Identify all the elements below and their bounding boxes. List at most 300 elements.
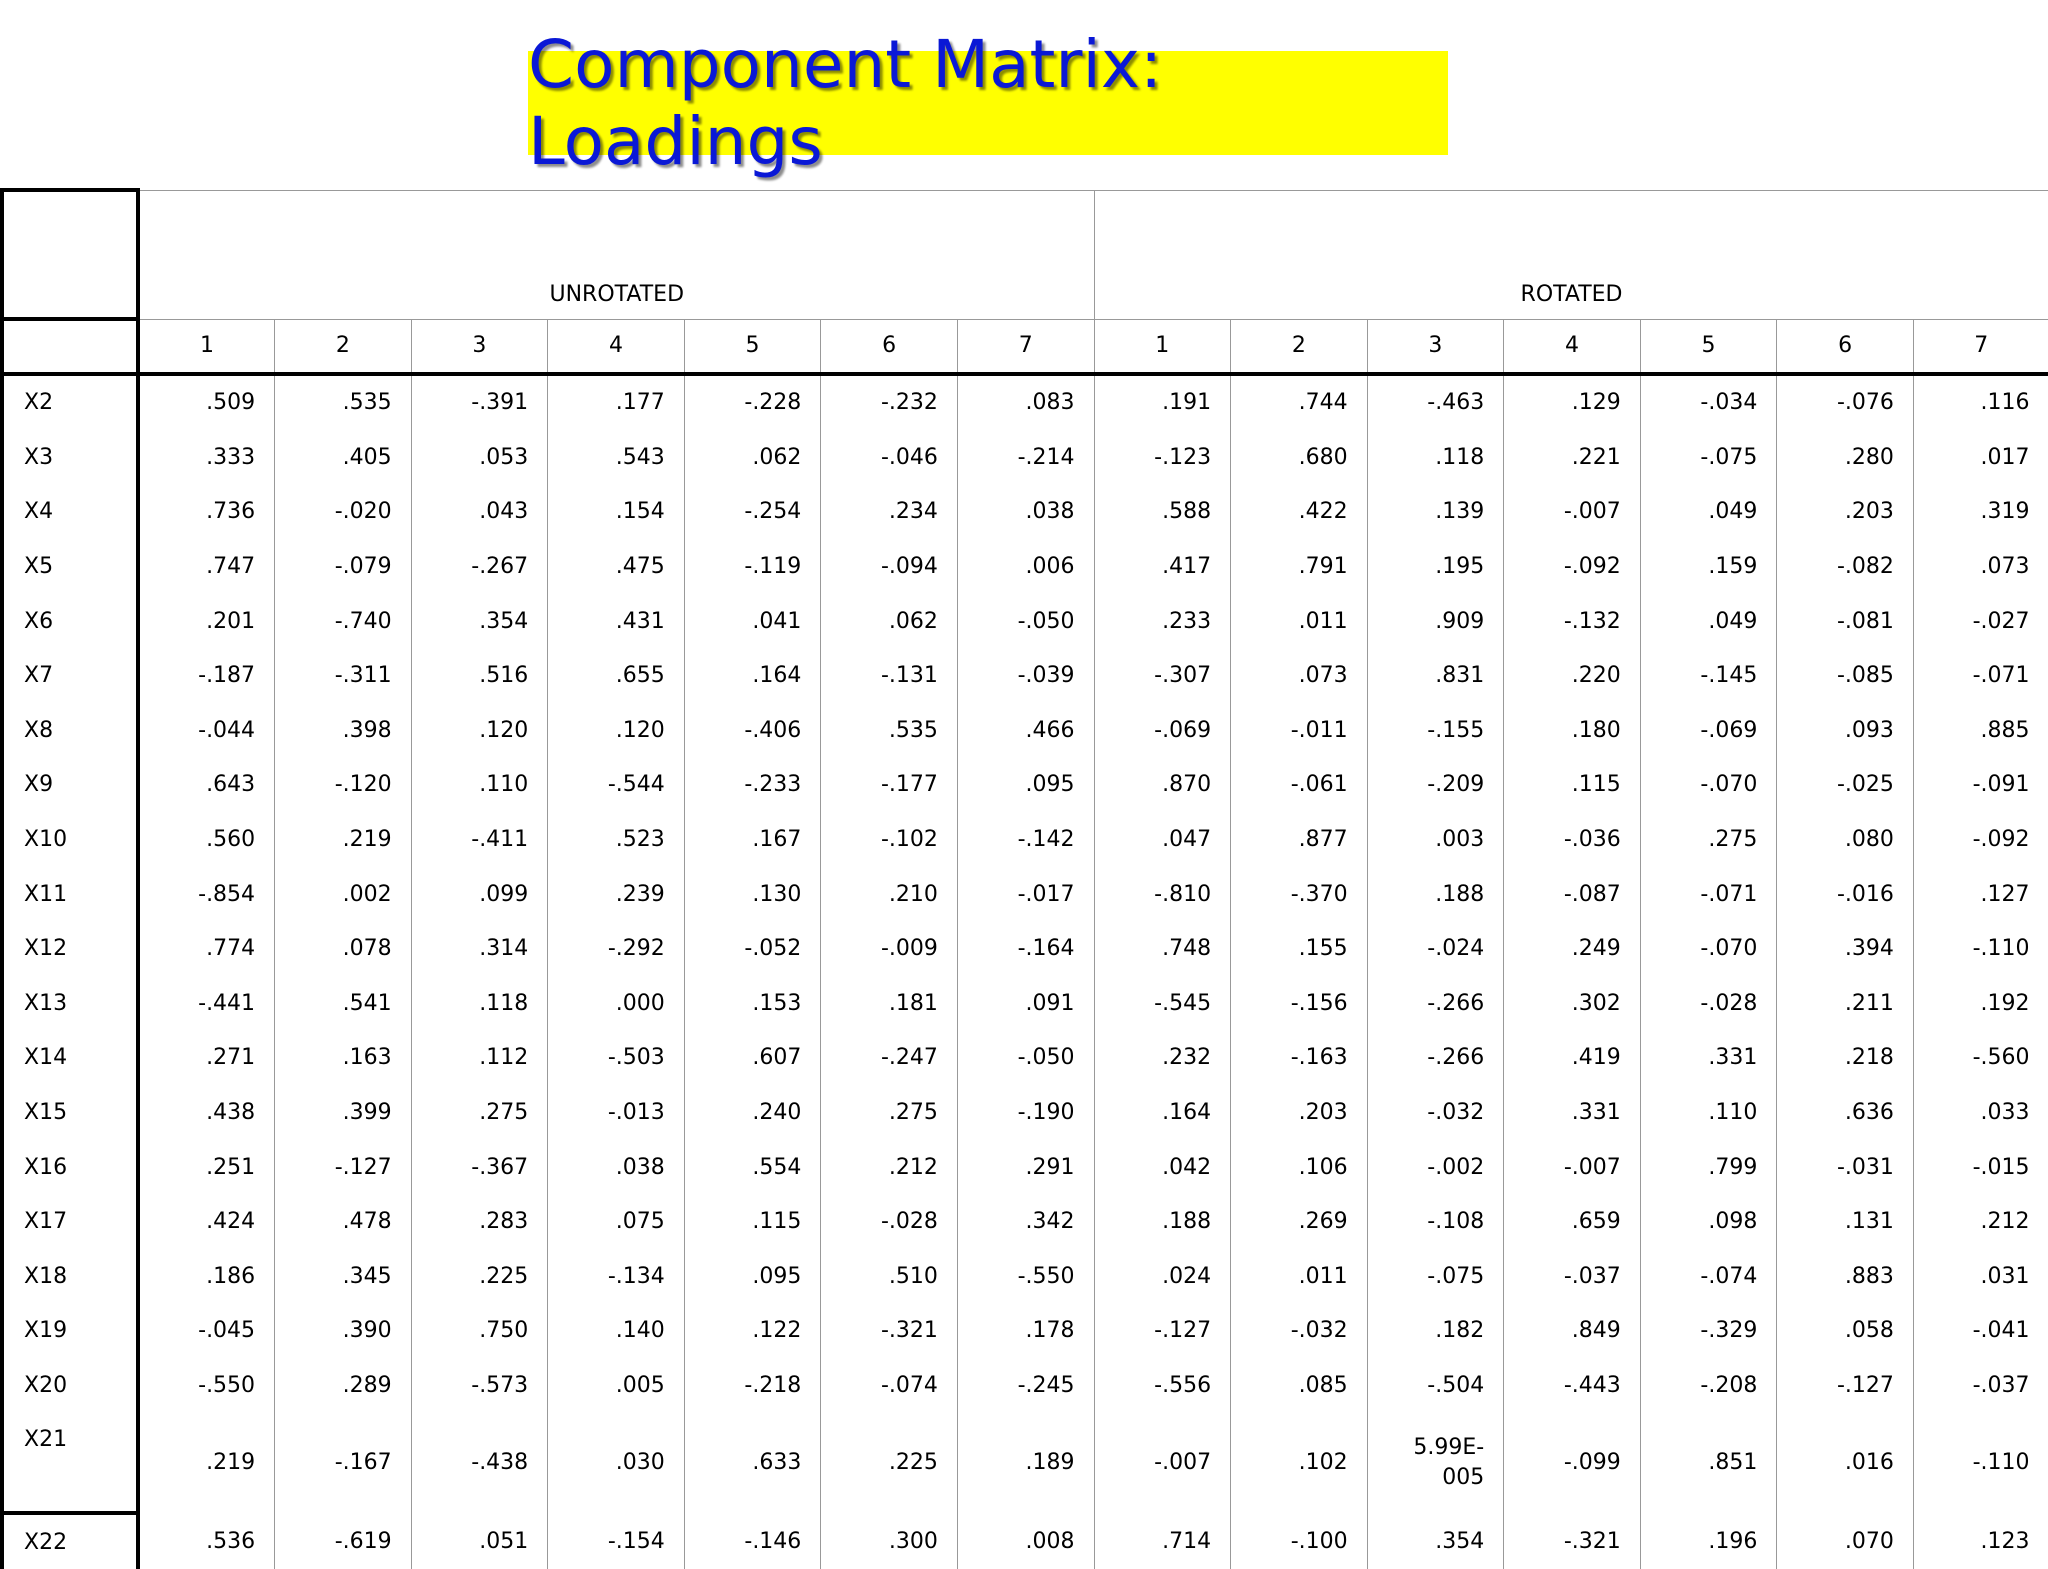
rotated-loading-cell: .233 xyxy=(1094,594,1231,649)
unrotated-loading-cell: -.854 xyxy=(138,867,275,922)
rotated-loading-cell: -.007 xyxy=(1504,485,1641,540)
rotated-loading-cell: -.061 xyxy=(1231,758,1368,813)
rotated-loading-cell: -.545 xyxy=(1094,976,1231,1031)
unrotated-loading-cell: .390 xyxy=(275,1304,412,1359)
rotated-loading-cell: .419 xyxy=(1504,1031,1641,1086)
rotated-loading-cell: -.032 xyxy=(1367,1085,1504,1140)
rotated-component-header: 7 xyxy=(1913,319,2048,374)
variable-label: X19 xyxy=(2,1304,138,1359)
unrotated-loading-cell: .333 xyxy=(138,430,275,485)
unrotated-loading-cell: .053 xyxy=(411,430,548,485)
rotated-loading-cell: .080 xyxy=(1777,812,1914,867)
rotated-loading-cell: -.504 xyxy=(1367,1358,1504,1413)
unrotated-loading-cell: .225 xyxy=(411,1249,548,1304)
rotated-loading-cell: .885 xyxy=(1913,703,2048,758)
rotated-loading-cell: -.034 xyxy=(1640,374,1777,431)
unrotated-loading-cell: .509 xyxy=(138,374,275,431)
unrotated-loading-cell: .118 xyxy=(411,976,548,1031)
rotated-loading-cell: .115 xyxy=(1504,758,1641,813)
rotated-loading-cell: -.036 xyxy=(1504,812,1641,867)
rotated-component-header: 2 xyxy=(1231,319,1368,374)
component-number-row xyxy=(2,319,2048,374)
unrotated-loading-cell: .189 xyxy=(957,1413,1094,1513)
unrotated-loading-cell: .219 xyxy=(138,1413,275,1513)
rotated-loading-cell: .155 xyxy=(1231,921,1368,976)
unrotated-loading-cell: .164 xyxy=(684,648,821,703)
unrotated-loading-cell: -.154 xyxy=(548,1513,685,1569)
table-row xyxy=(2,703,2048,758)
variable-label: X17 xyxy=(2,1194,138,1249)
rotated-loading-cell: -.002 xyxy=(1367,1140,1504,1195)
unrotated-loading-cell: .536 xyxy=(138,1513,275,1569)
unrotated-loading-cell: -.247 xyxy=(821,1031,958,1086)
variable-label: X21 xyxy=(2,1413,138,1513)
unrotated-loading-cell: -.119 xyxy=(684,539,821,594)
unrotated-loading-cell: -.050 xyxy=(957,1031,1094,1086)
unrotated-loading-cell: -.028 xyxy=(821,1194,958,1249)
rotated-loading-cell: .319 xyxy=(1913,485,2048,540)
rotated-loading-cell: .422 xyxy=(1231,485,1368,540)
unrotated-loading-cell: .535 xyxy=(275,374,412,431)
rotated-loading-cell: .212 xyxy=(1913,1194,2048,1249)
rotated-loading-cell: -.560 xyxy=(1913,1031,2048,1086)
unrotated-loading-cell: .122 xyxy=(684,1304,821,1359)
table-row xyxy=(2,1085,2048,1140)
unrotated-loading-cell: -.544 xyxy=(548,758,685,813)
unrotated-loading-cell: .038 xyxy=(957,485,1094,540)
unrotated-loading-cell: -.550 xyxy=(957,1249,1094,1304)
unrotated-loading-cell: .130 xyxy=(684,867,821,922)
unrotated-loading-cell: .239 xyxy=(548,867,685,922)
rotated-loading-cell: -.087 xyxy=(1504,867,1641,922)
unrotated-loading-cell: .075 xyxy=(548,1194,685,1249)
variable-label: X9 xyxy=(2,758,138,813)
unrotated-loading-cell: .005 xyxy=(548,1358,685,1413)
rotated-loading-cell: .909 xyxy=(1367,594,1504,649)
rotated-loading-cell: -.011 xyxy=(1231,703,1368,758)
unrotated-loading-cell: -.052 xyxy=(684,921,821,976)
rotated-loading-cell: .659 xyxy=(1504,1194,1641,1249)
unrotated-loading-cell: .560 xyxy=(138,812,275,867)
rotated-loading-cell: .417 xyxy=(1094,539,1231,594)
unrotated-loading-cell: .163 xyxy=(275,1031,412,1086)
rotated-loading-cell: .748 xyxy=(1094,921,1231,976)
unrotated-loading-cell: .747 xyxy=(138,539,275,594)
component-matrix-table xyxy=(0,188,2048,1569)
rotated-loading-cell: -.110 xyxy=(1913,921,2048,976)
rotated-loading-cell: .269 xyxy=(1231,1194,1368,1249)
unrotated-component-header: 4 xyxy=(548,319,685,374)
rotated-loading-cell: .180 xyxy=(1504,703,1641,758)
rotated-loading-cell: .831 xyxy=(1367,648,1504,703)
unrotated-loading-cell: .398 xyxy=(275,703,412,758)
rotated-loading-cell: -.127 xyxy=(1094,1304,1231,1359)
unrotated-loading-cell: .424 xyxy=(138,1194,275,1249)
rotated-loading-cell: .116 xyxy=(1913,374,2048,431)
rotated-loading-cell: -.556 xyxy=(1094,1358,1231,1413)
unrotated-loading-cell: .120 xyxy=(548,703,685,758)
rotated-loading-cell: .331 xyxy=(1504,1085,1641,1140)
table-row xyxy=(2,1304,2048,1359)
variable-label: X3 xyxy=(2,430,138,485)
rotated-component-header: 5 xyxy=(1640,319,1777,374)
unrotated-loading-cell: -.619 xyxy=(275,1513,412,1569)
rotated-loading-cell: .011 xyxy=(1231,1249,1368,1304)
unrotated-loading-cell: -.228 xyxy=(684,374,821,431)
unrotated-loading-cell: .234 xyxy=(821,485,958,540)
rotated-loading-cell: -.163 xyxy=(1231,1031,1368,1086)
rotated-loading-cell: .275 xyxy=(1640,812,1777,867)
table-row xyxy=(2,921,2048,976)
rotated-loading-cell: -.209 xyxy=(1367,758,1504,813)
unrotated-loading-cell: -.232 xyxy=(821,374,958,431)
rotated-loading-cell: .188 xyxy=(1367,867,1504,922)
unrotated-loading-cell: .271 xyxy=(138,1031,275,1086)
rotated-loading-cell: -.069 xyxy=(1640,703,1777,758)
rotated-loading-cell: .003 xyxy=(1367,812,1504,867)
rotated-loading-cell: .070 xyxy=(1777,1513,1914,1569)
unrotated-loading-cell: .041 xyxy=(684,594,821,649)
table-row xyxy=(2,867,2048,922)
unrotated-loading-cell: -.187 xyxy=(138,648,275,703)
rotated-loading-cell: .093 xyxy=(1777,703,1914,758)
rotated-loading-cell: -.092 xyxy=(1504,539,1641,594)
table-row xyxy=(2,1194,2048,1249)
rotated-loading-cell: .073 xyxy=(1913,539,2048,594)
rotated-loading-cell: .164 xyxy=(1094,1085,1231,1140)
unrotated-loading-cell: -.146 xyxy=(684,1513,821,1569)
rotated-loading-cell: -.127 xyxy=(1777,1358,1914,1413)
unrotated-loading-cell: .030 xyxy=(548,1413,685,1513)
rotated-loading-cell: -.075 xyxy=(1640,430,1777,485)
unrotated-loading-cell: .283 xyxy=(411,1194,548,1249)
rotated-loading-cell: .049 xyxy=(1640,485,1777,540)
unrotated-loading-cell: -.044 xyxy=(138,703,275,758)
unrotated-loading-cell: -.411 xyxy=(411,812,548,867)
rotated-header: ROTATED xyxy=(1094,190,2048,319)
rotated-loading-cell: -.266 xyxy=(1367,976,1504,1031)
unrotated-loading-cell: .140 xyxy=(548,1304,685,1359)
rotated-loading-cell: .744 xyxy=(1231,374,1368,431)
rotated-loading-cell: .127 xyxy=(1913,867,2048,922)
unrotated-loading-cell: .120 xyxy=(411,703,548,758)
rotated-loading-cell: .110 xyxy=(1640,1085,1777,1140)
rotated-loading-cell: -.155 xyxy=(1367,703,1504,758)
rotated-loading-cell: .196 xyxy=(1640,1513,1777,1569)
unrotated-loading-cell: .655 xyxy=(548,648,685,703)
unrotated-loading-cell: .251 xyxy=(138,1140,275,1195)
unrotated-loading-cell: -.017 xyxy=(957,867,1094,922)
unrotated-loading-cell: .212 xyxy=(821,1140,958,1195)
unrotated-loading-cell: .510 xyxy=(821,1249,958,1304)
rotated-loading-cell: .302 xyxy=(1504,976,1641,1031)
unrotated-loading-cell: .051 xyxy=(411,1513,548,1569)
rotated-loading-cell: .203 xyxy=(1777,485,1914,540)
unrotated-loading-cell: .078 xyxy=(275,921,412,976)
unrotated-loading-cell: -.074 xyxy=(821,1358,958,1413)
unrotated-loading-cell: .099 xyxy=(411,867,548,922)
rotated-loading-cell: .085 xyxy=(1231,1358,1368,1413)
rotated-loading-cell: .129 xyxy=(1504,374,1641,431)
rotated-loading-cell: .192 xyxy=(1913,976,2048,1031)
rotated-loading-cell: -.370 xyxy=(1231,867,1368,922)
unrotated-loading-cell: .399 xyxy=(275,1085,412,1140)
unrotated-loading-cell: .091 xyxy=(957,976,1094,1031)
rotated-loading-cell: .191 xyxy=(1094,374,1231,431)
rotated-loading-cell: .106 xyxy=(1231,1140,1368,1195)
unrotated-loading-cell: .095 xyxy=(957,758,1094,813)
unrotated-loading-cell: -.218 xyxy=(684,1358,821,1413)
rotated-loading-cell: -.145 xyxy=(1640,648,1777,703)
rotated-loading-cell: .047 xyxy=(1094,812,1231,867)
unrotated-loading-cell: .062 xyxy=(684,430,821,485)
rotated-loading-cell: .188 xyxy=(1094,1194,1231,1249)
rotated-loading-cell: -.091 xyxy=(1913,758,2048,813)
rotated-component-header: 6 xyxy=(1777,319,1914,374)
rotated-loading-cell: .017 xyxy=(1913,430,2048,485)
rotated-loading-cell: -.208 xyxy=(1640,1358,1777,1413)
rotated-loading-cell: -.810 xyxy=(1094,867,1231,922)
unrotated-loading-cell: -.102 xyxy=(821,812,958,867)
table-row xyxy=(2,1249,2048,1304)
variable-label: X6 xyxy=(2,594,138,649)
variable-label: X20 xyxy=(2,1358,138,1413)
table-row xyxy=(2,430,2048,485)
unrotated-loading-cell: -.046 xyxy=(821,430,958,485)
unrotated-loading-cell: .736 xyxy=(138,485,275,540)
unrotated-loading-cell: .186 xyxy=(138,1249,275,1304)
variable-label: X7 xyxy=(2,648,138,703)
variable-label: X11 xyxy=(2,867,138,922)
rotated-loading-cell: .218 xyxy=(1777,1031,1914,1086)
rotated-loading-cell: -.007 xyxy=(1094,1413,1231,1513)
rotated-loading-cell: -.156 xyxy=(1231,976,1368,1031)
rotated-loading-cell: .139 xyxy=(1367,485,1504,540)
unrotated-loading-cell: -.267 xyxy=(411,539,548,594)
rotated-loading-cell: .182 xyxy=(1367,1304,1504,1359)
rotated-loading-cell: .870 xyxy=(1094,758,1231,813)
unrotated-loading-cell: -.367 xyxy=(411,1140,548,1195)
rotated-loading-cell: -.110 xyxy=(1913,1413,2048,1513)
rotated-loading-cell: .331 xyxy=(1640,1031,1777,1086)
unrotated-loading-cell: .181 xyxy=(821,976,958,1031)
rotated-loading-cell: .024 xyxy=(1094,1249,1231,1304)
rotated-loading-cell: -.027 xyxy=(1913,594,2048,649)
rotated-component-header: 1 xyxy=(1094,319,1231,374)
unrotated-loading-cell: .043 xyxy=(411,485,548,540)
unrotated-loading-cell: .643 xyxy=(138,758,275,813)
variable-label: X5 xyxy=(2,539,138,594)
rotated-loading-cell: .232 xyxy=(1094,1031,1231,1086)
unrotated-loading-cell: .110 xyxy=(411,758,548,813)
rotated-loading-cell: .394 xyxy=(1777,921,1914,976)
unrotated-loading-cell: -.094 xyxy=(821,539,958,594)
rotated-loading-cell: .118 xyxy=(1367,430,1504,485)
unrotated-loading-cell: .002 xyxy=(275,867,412,922)
corner-cell xyxy=(2,190,138,319)
rotated-loading-cell: -.108 xyxy=(1367,1194,1504,1249)
rotated-loading-cell: .031 xyxy=(1913,1249,2048,1304)
unrotated-loading-cell: .210 xyxy=(821,867,958,922)
unrotated-loading-cell: .006 xyxy=(957,539,1094,594)
unrotated-component-header: 3 xyxy=(411,319,548,374)
rotated-loading-cell: -.307 xyxy=(1094,648,1231,703)
rotated-loading-cell: -.132 xyxy=(1504,594,1641,649)
rotated-loading-cell: .203 xyxy=(1231,1085,1368,1140)
unrotated-loading-cell: -.321 xyxy=(821,1304,958,1359)
rotated-loading-cell: .280 xyxy=(1777,430,1914,485)
unrotated-loading-cell: -.039 xyxy=(957,648,1094,703)
table-row xyxy=(2,1413,2048,1513)
unrotated-loading-cell: -.292 xyxy=(548,921,685,976)
unrotated-header: UNROTATED xyxy=(138,190,1094,319)
corner-cell-2 xyxy=(2,319,138,374)
unrotated-loading-cell: -.177 xyxy=(821,758,958,813)
unrotated-loading-cell: -.013 xyxy=(548,1085,685,1140)
rotated-loading-cell: .883 xyxy=(1777,1249,1914,1304)
unrotated-component-header: 6 xyxy=(821,319,958,374)
rotated-loading-cell: .049 xyxy=(1640,594,1777,649)
unrotated-loading-cell: .750 xyxy=(411,1304,548,1359)
rotated-loading-cell: .102 xyxy=(1231,1413,1368,1513)
unrotated-loading-cell: .201 xyxy=(138,594,275,649)
unrotated-loading-cell: .240 xyxy=(684,1085,821,1140)
variable-label: X12 xyxy=(2,921,138,976)
unrotated-loading-cell: .466 xyxy=(957,703,1094,758)
unrotated-loading-cell: .219 xyxy=(275,812,412,867)
rotated-loading-cell: -.100 xyxy=(1231,1513,1368,1569)
rotated-loading-cell: .011 xyxy=(1231,594,1368,649)
unrotated-loading-cell: -.167 xyxy=(275,1413,412,1513)
rotated-loading-cell: .249 xyxy=(1504,921,1641,976)
rotated-loading-cell: -.123 xyxy=(1094,430,1231,485)
rotated-loading-cell: -.028 xyxy=(1640,976,1777,1031)
rotated-loading-cell: .131 xyxy=(1777,1194,1914,1249)
unrotated-loading-cell: -.438 xyxy=(411,1413,548,1513)
rotated-component-header: 4 xyxy=(1504,319,1641,374)
unrotated-loading-cell: -.233 xyxy=(684,758,821,813)
rotated-loading-cell: -.069 xyxy=(1094,703,1231,758)
rotated-loading-cell: .221 xyxy=(1504,430,1641,485)
rotated-loading-cell: .877 xyxy=(1231,812,1368,867)
unrotated-loading-cell: -.406 xyxy=(684,703,821,758)
unrotated-loading-cell: -.120 xyxy=(275,758,412,813)
unrotated-loading-cell: .083 xyxy=(957,374,1094,431)
rotated-loading-cell: .791 xyxy=(1231,539,1368,594)
rotated-loading-cell: .714 xyxy=(1094,1513,1231,1569)
variable-label: X18 xyxy=(2,1249,138,1304)
unrotated-loading-cell: .431 xyxy=(548,594,685,649)
rotated-loading-cell: .211 xyxy=(1777,976,1914,1031)
rotated-loading-cell: -.016 xyxy=(1777,867,1914,922)
unrotated-loading-cell: -.050 xyxy=(957,594,1094,649)
unrotated-loading-cell: -.127 xyxy=(275,1140,412,1195)
table-row xyxy=(2,374,2048,431)
unrotated-loading-cell: -.441 xyxy=(138,976,275,1031)
unrotated-loading-cell: .405 xyxy=(275,430,412,485)
unrotated-loading-cell: .633 xyxy=(684,1413,821,1513)
unrotated-loading-cell: -.311 xyxy=(275,648,412,703)
rotated-loading-cell: .851 xyxy=(1640,1413,1777,1513)
table-row xyxy=(2,758,2048,813)
unrotated-loading-cell: .535 xyxy=(821,703,958,758)
unrotated-loading-cell: .554 xyxy=(684,1140,821,1195)
group-header-row xyxy=(2,190,2048,319)
unrotated-loading-cell: .438 xyxy=(138,1085,275,1140)
unrotated-loading-cell: .062 xyxy=(821,594,958,649)
rotated-loading-cell: -.037 xyxy=(1504,1249,1641,1304)
rotated-loading-cell: .033 xyxy=(1913,1085,2048,1140)
unrotated-loading-cell: -.190 xyxy=(957,1085,1094,1140)
rotated-loading-cell: .849 xyxy=(1504,1304,1641,1359)
rotated-loading-cell: -.076 xyxy=(1777,374,1914,431)
rotated-loading-cell: .016 xyxy=(1777,1413,1914,1513)
unrotated-loading-cell: .225 xyxy=(821,1413,958,1513)
rotated-loading-cell: .123 xyxy=(1913,1513,2048,1569)
unrotated-component-header: 2 xyxy=(275,319,412,374)
unrotated-component-header: 1 xyxy=(138,319,275,374)
unrotated-loading-cell: .178 xyxy=(957,1304,1094,1359)
rotated-loading-cell: -.085 xyxy=(1777,648,1914,703)
unrotated-loading-cell: .291 xyxy=(957,1140,1094,1195)
rotated-loading-cell: -.015 xyxy=(1913,1140,2048,1195)
rotated-loading-cell: -.041 xyxy=(1913,1304,2048,1359)
unrotated-loading-cell: -.164 xyxy=(957,921,1094,976)
unrotated-loading-cell: -.254 xyxy=(684,485,821,540)
unrotated-loading-cell: .300 xyxy=(821,1513,958,1569)
unrotated-loading-cell: .154 xyxy=(548,485,685,540)
variable-label: X22 xyxy=(2,1513,138,1569)
rotated-loading-cell: .195 xyxy=(1367,539,1504,594)
unrotated-loading-cell: .167 xyxy=(684,812,821,867)
rotated-loading-cell: -.037 xyxy=(1913,1358,2048,1413)
page-title: Component Matrix: Loadings xyxy=(528,26,1448,180)
rotated-loading-cell: -.007 xyxy=(1504,1140,1641,1195)
table-row xyxy=(2,812,2048,867)
rotated-loading-cell: -.070 xyxy=(1640,758,1777,813)
rotated-loading-cell: .042 xyxy=(1094,1140,1231,1195)
unrotated-loading-cell: -.573 xyxy=(411,1358,548,1413)
table-row xyxy=(2,648,2048,703)
rotated-component-header: 3 xyxy=(1367,319,1504,374)
rotated-loading-cell: .354 xyxy=(1367,1513,1504,1569)
rotated-loading-cell: -.266 xyxy=(1367,1031,1504,1086)
matrix-body xyxy=(2,374,2048,1569)
rotated-loading-cell: -.329 xyxy=(1640,1304,1777,1359)
rotated-loading-cell: -.099 xyxy=(1504,1413,1641,1513)
table-row xyxy=(2,1513,2048,1569)
unrotated-loading-cell: .342 xyxy=(957,1194,1094,1249)
table-row xyxy=(2,1031,2048,1086)
unrotated-loading-cell: .008 xyxy=(957,1513,1094,1569)
rotated-loading-cell: 5.99E-005 xyxy=(1367,1413,1504,1513)
unrotated-loading-cell: -.009 xyxy=(821,921,958,976)
unrotated-loading-cell: -.142 xyxy=(957,812,1094,867)
unrotated-loading-cell: .475 xyxy=(548,539,685,594)
unrotated-loading-cell: .095 xyxy=(684,1249,821,1304)
rotated-loading-cell: .588 xyxy=(1094,485,1231,540)
unrotated-loading-cell: .354 xyxy=(411,594,548,649)
unrotated-loading-cell: .478 xyxy=(275,1194,412,1249)
unrotated-loading-cell: -.245 xyxy=(957,1358,1094,1413)
unrotated-loading-cell: -.740 xyxy=(275,594,412,649)
rotated-loading-cell: .159 xyxy=(1640,539,1777,594)
rotated-loading-cell: -.081 xyxy=(1777,594,1914,649)
unrotated-loading-cell: .177 xyxy=(548,374,685,431)
rotated-loading-cell: -.075 xyxy=(1367,1249,1504,1304)
unrotated-component-header: 5 xyxy=(684,319,821,374)
unrotated-loading-cell: .275 xyxy=(411,1085,548,1140)
